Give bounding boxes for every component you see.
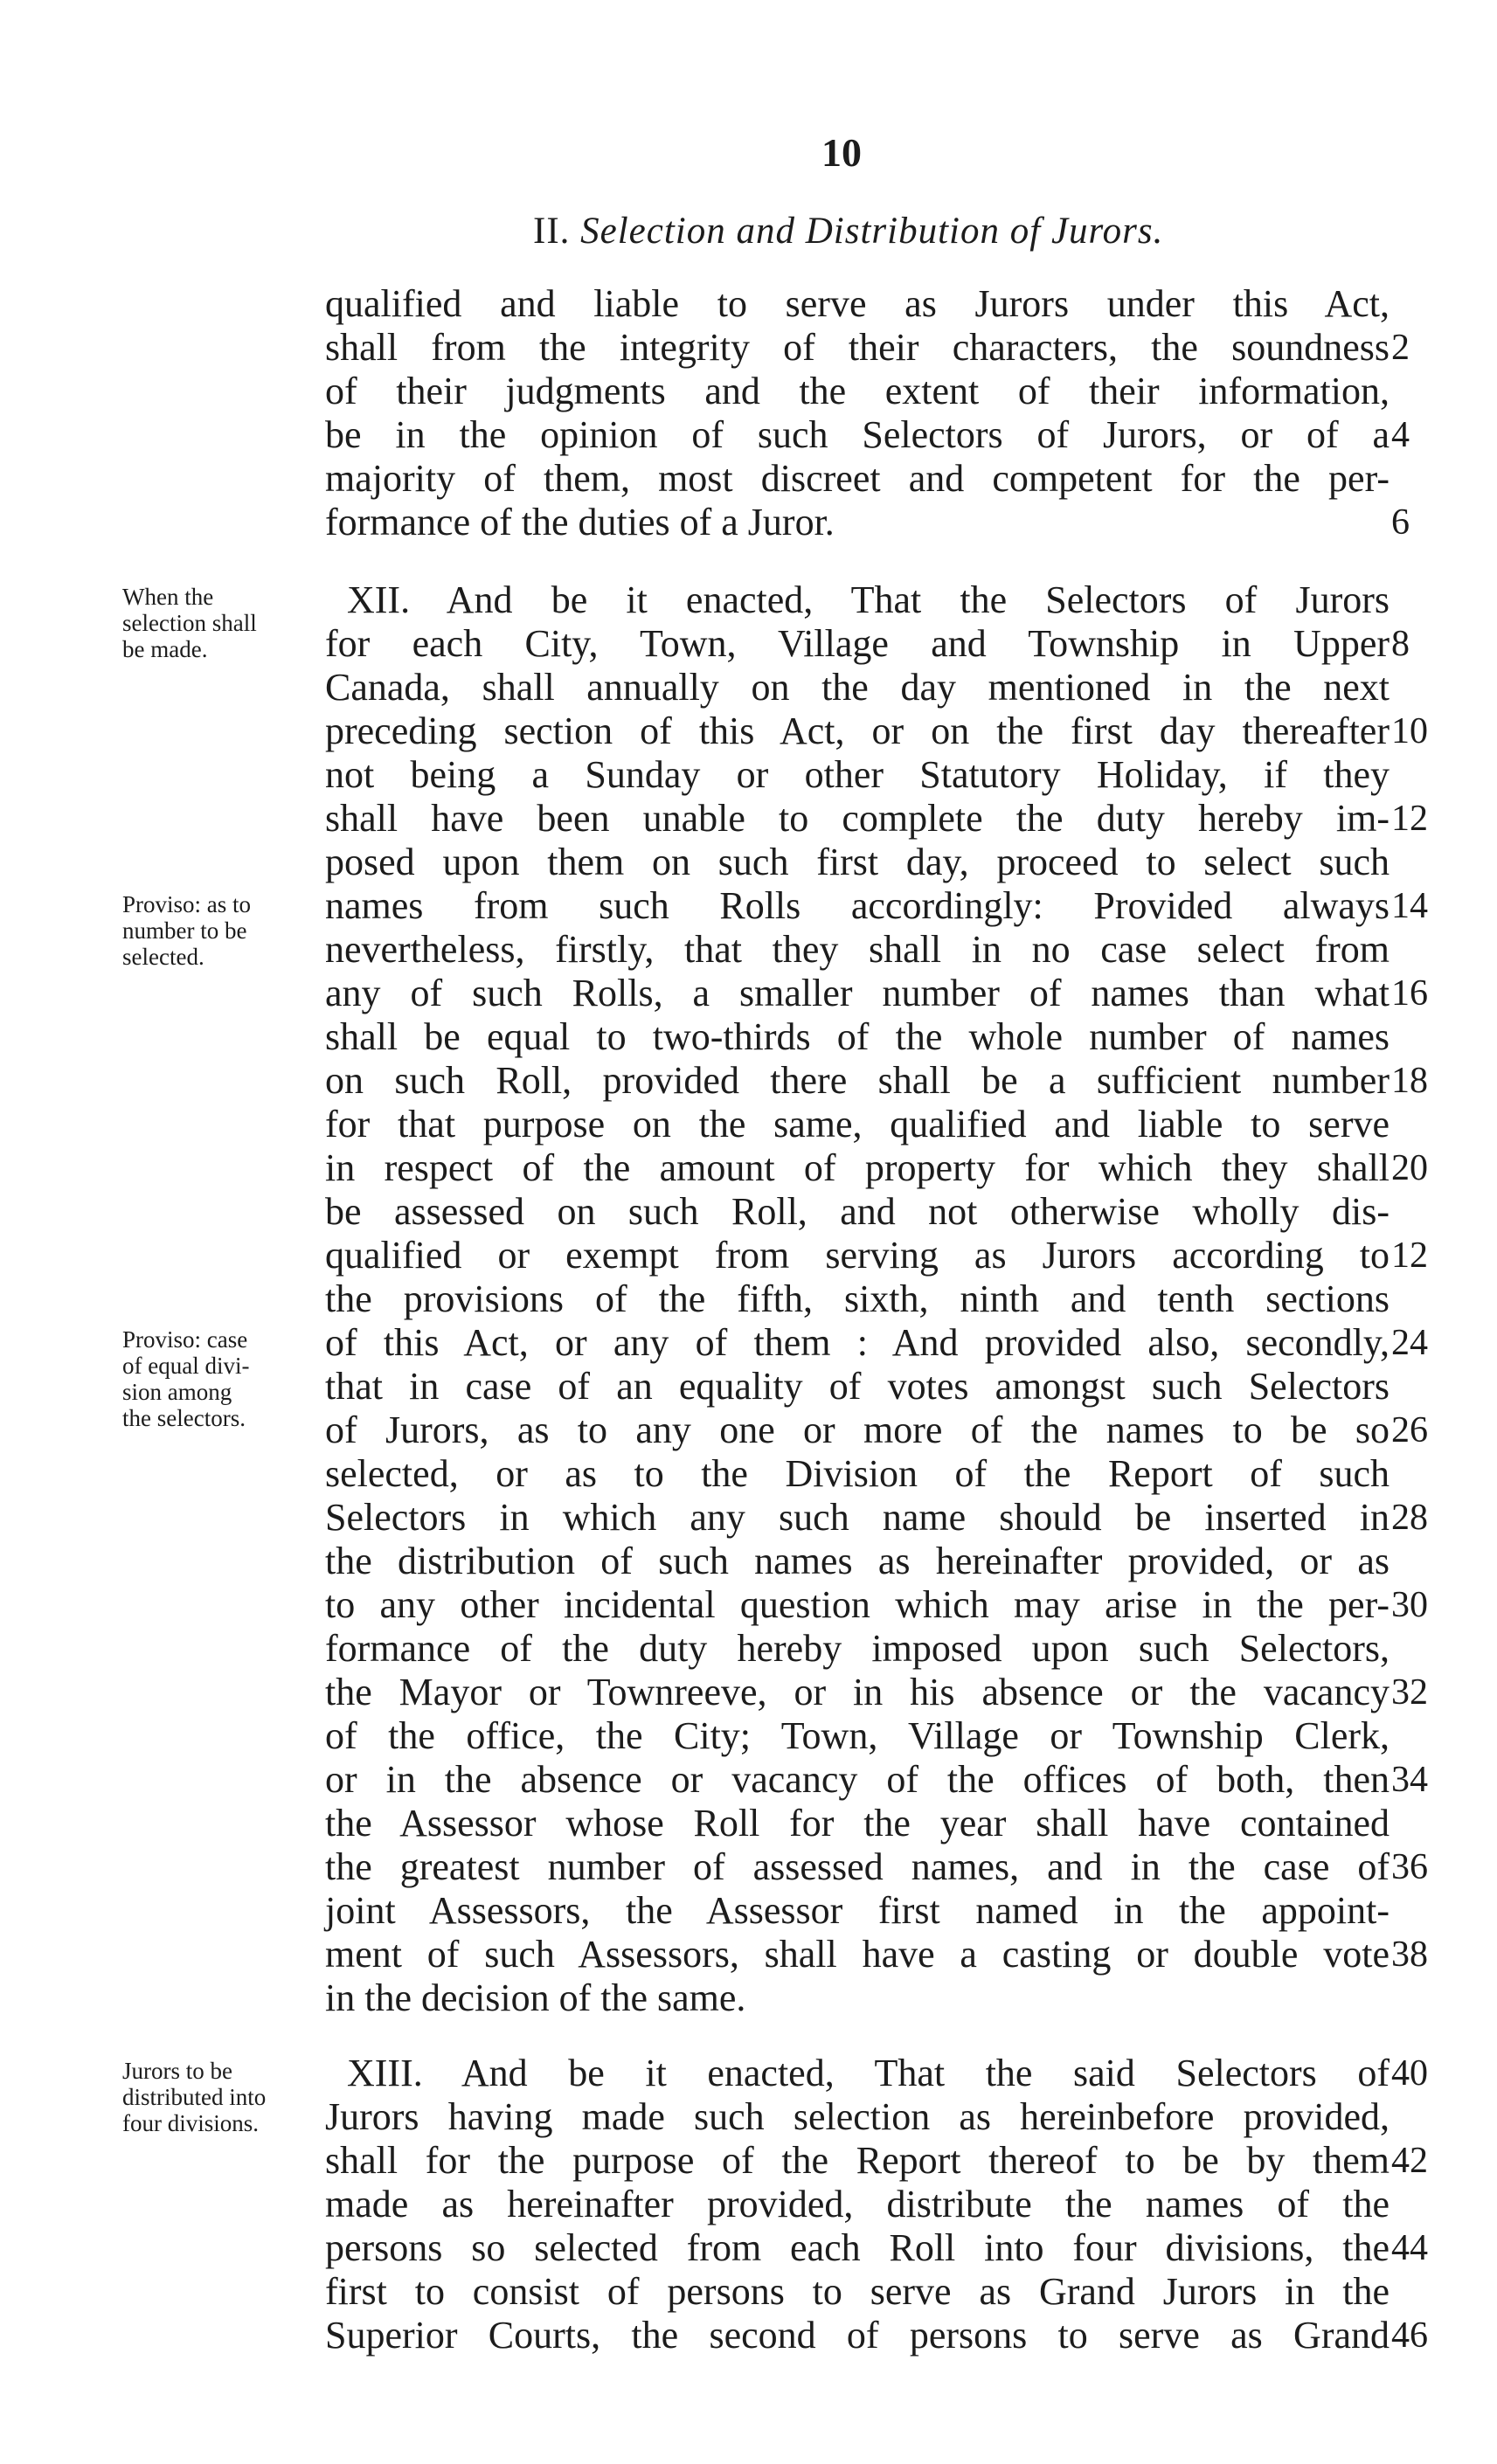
body-line: Superior Courts, the second of persons to serve as Grand (325, 2314, 1390, 2357)
margin-note-line: distributed into (122, 2084, 267, 2110)
margin-note-line: Jurors to be (122, 2058, 232, 2084)
line-number: 4 (1391, 415, 1410, 455)
body-line: be assessed on such Roll, and not otherwise wholly dis- (325, 1190, 1390, 1233)
line-number: 46 (1391, 2315, 1428, 2356)
line-number: 34 (1391, 1760, 1428, 1800)
body-line: preceding section of this Act, or on the first day thereafter (325, 709, 1390, 752)
line-number: 24 (1391, 1323, 1428, 1363)
body-line: the Mayor or Townreeve, or in his absence or the vacancy (325, 1671, 1390, 1713)
body-line: formance of the duties of a Juror. (325, 501, 835, 543)
body-line: be in the opinion of such Selectors of Jurors, or of a (325, 413, 1390, 456)
body-line: that in case of an equality of votes amongst such Selectors (325, 1365, 1390, 1408)
line-number: 38 (1391, 1935, 1428, 1975)
page-number: 10 (821, 130, 862, 175)
body-line: of their judgments and the extent of their information, (325, 370, 1390, 412)
margin-note-line: When the (122, 584, 214, 610)
body-line: shall from the integrity of their characters, the soundness (325, 326, 1390, 369)
line-number: 42 (1391, 2141, 1428, 2181)
margin-note-when-selection (122, 584, 315, 662)
line-number: 32 (1391, 1672, 1428, 1713)
running-head (533, 210, 1163, 253)
body-line: shall for the purpose of the Report thereof to be by them (325, 2139, 1390, 2182)
line-number: 12 (1391, 799, 1428, 839)
margin-note-line: selection shall (122, 610, 257, 636)
section-xii-heading-line: XII. And be it enacted, That the Selectors of Jurors (347, 578, 1390, 621)
margin-note-line: Proviso: case (122, 1326, 248, 1353)
line-number: 44 (1391, 2228, 1428, 2268)
body-line: Canada, shall annually on the day mentioned in the next (325, 666, 1390, 709)
margin-note-line: number to be (122, 917, 247, 944)
margin-note-line: four divisions. (122, 2110, 260, 2136)
body-line: for each City, Town, Village and Township in Upper (325, 622, 1390, 665)
line-number: 36 (1391, 1847, 1428, 1887)
margin-note-line: be made. (122, 636, 208, 662)
line-number: 28 (1391, 1498, 1428, 1538)
line-number: 20 (1391, 1148, 1428, 1188)
margin-note-line: selected. (122, 944, 204, 970)
body-line: in the decision of the same. (325, 1976, 746, 2019)
body-line: of the office, the City; Town, Village or Township Clerk, (325, 1714, 1390, 1757)
section-xiii-heading-line: XIII. And be it enacted, That the said Selectors of (347, 2052, 1390, 2094)
line-number: 2 (1391, 328, 1410, 368)
body-line: shall have been unable to complete the duty hereby im- (325, 797, 1390, 840)
body-line: in respect of the amount of property for which they shall (325, 1146, 1390, 1189)
body-line: qualified and liable to serve as Jurors under this Act, (325, 282, 1390, 325)
margin-note-proviso-number (122, 891, 315, 970)
body-line: shall be equal to two-thirds of the whole number of names (325, 1015, 1390, 1058)
body-line: joint Assessors, the Assessor first named in the appoint- (325, 1889, 1390, 1932)
body-line: the greatest number of assessed names, and in the case of (325, 1845, 1390, 1888)
body-line: nevertheless, firstly, that they shall in no case select from (325, 928, 1390, 971)
body-line: first to consist of persons to serve as Grand Jurors in the (325, 2270, 1390, 2313)
running-head-title: Selection and Distribution of Jurors. (580, 211, 1164, 252)
line-number: 8 (1391, 624, 1410, 664)
body-line: ment of such Assessors, shall have a casting or double vote (325, 1933, 1390, 1976)
body-line: of this Act, or any of them : And provided also, secondly, (325, 1321, 1390, 1364)
body-line: to any other incidental question which may arise in the per- (325, 1583, 1390, 1626)
line-number: 40 (1391, 2053, 1428, 2094)
line-number: 18 (1391, 1061, 1428, 1101)
body-line: made as hereinafter provided, distribute the names of the (325, 2183, 1390, 2225)
margin-note-line: sion among (122, 1379, 232, 1405)
body-line: not being a Sunday or other Statutory Holiday, if they (325, 753, 1390, 796)
line-number: 12 (1391, 1235, 1428, 1276)
body-line: for that purpose on the same, qualified and liable to serve (325, 1103, 1390, 1145)
body-line: names from such Rolls accordingly: Provided always (325, 884, 1390, 927)
line-number: 10 (1391, 711, 1428, 751)
body-line: selected, or as to the Division of the Report of such (325, 1452, 1390, 1495)
margin-note-line: the selectors. (122, 1405, 246, 1431)
margin-note-line: of equal divi- (122, 1353, 250, 1379)
body-line: the Assessor whose Roll for the year shall have contained (325, 1802, 1390, 1845)
line-number: 16 (1391, 973, 1428, 1014)
margin-note-proviso-equal-division (122, 1326, 315, 1431)
body-line: Jurors having made such selection as hereinbefore provided, (325, 2095, 1390, 2138)
body-line: the provisions of the fifth, sixth, ninth and tenth sections (325, 1277, 1390, 1320)
body-line: of Jurors, as to any one or more of the names to be so (325, 1408, 1390, 1451)
line-number: 30 (1391, 1585, 1428, 1625)
body-line: the distribution of such names as hereinafter provided, or as (325, 1540, 1390, 1582)
body-line: majority of them, most discreet and competent for the per- (325, 457, 1390, 500)
body-line: persons so selected from each Roll into four divisions, the (325, 2226, 1390, 2269)
body-line: or in the absence or vacancy of the offices of both, then (325, 1758, 1390, 1801)
running-head-numeral: II. (533, 211, 571, 252)
body-line: posed upon them on such first day, proceed to select such (325, 841, 1390, 883)
margin-note-line: Proviso: as to (122, 891, 252, 917)
line-number: 14 (1391, 886, 1428, 926)
margin-note-four-divisions (122, 2058, 315, 2136)
line-number: 6 (1391, 502, 1410, 543)
body-line: on such Roll, provided there shall be a sufficient number (325, 1059, 1390, 1102)
body-line: Selectors in which any such name should be inserted in (325, 1496, 1390, 1539)
body-line: formance of the duty hereby imposed upon such Selectors, (325, 1627, 1390, 1670)
body-line: any of such Rolls, a smaller number of names than what (325, 972, 1390, 1014)
body-line: qualified or exempt from serving as Jurors according to (325, 1234, 1390, 1277)
line-number: 26 (1391, 1410, 1428, 1450)
